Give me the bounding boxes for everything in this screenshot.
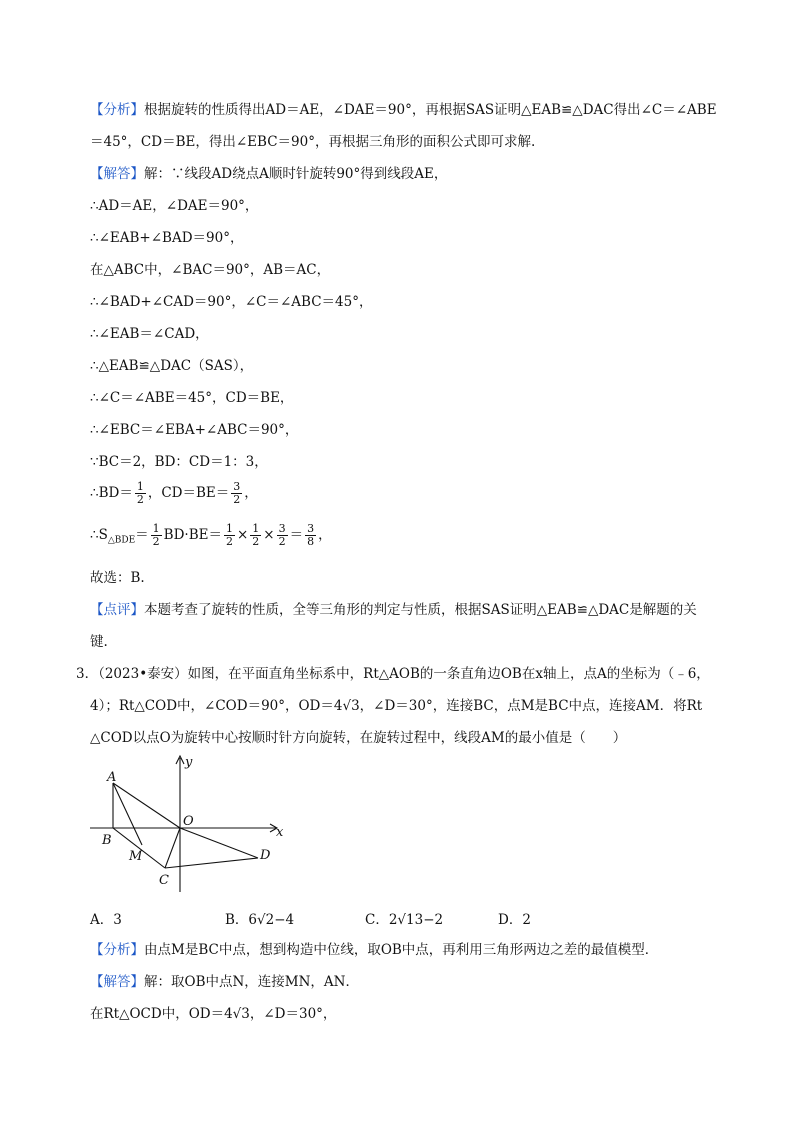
- answer-line-8: ∴∠C＝∠ABE＝45°，CD＝BE，: [90, 390, 294, 406]
- fraction-three-halves: [231, 481, 242, 506]
- comment-line-1: [90, 601, 697, 619]
- frac-num: 1: [252, 522, 260, 535]
- comment-tag: 【点评】: [90, 602, 144, 618]
- bd-mid: ，CD＝BE＝: [147, 485, 230, 501]
- analysis-line-2: ＝45°，CD＝BE，得出∠EBC＝90°，再根据三角形的面积公式即可求解.: [90, 134, 536, 150]
- area-line: [90, 522, 332, 554]
- eq: ＝: [135, 527, 149, 543]
- answer-text-1: 解：∵线段AD绕点A顺时针旋转90°得到线段AE，: [144, 166, 448, 182]
- comment-line-2: 键.: [90, 634, 108, 650]
- bd-be: BD·BE＝: [163, 527, 222, 543]
- option-a: A．3: [90, 912, 122, 928]
- frac-den: 2: [136, 493, 144, 506]
- answer-line-7: ∴△EAB≌△DAC（SAS），: [90, 358, 254, 374]
- analysis3-line: [90, 941, 658, 959]
- option-d: D．2: [498, 912, 531, 928]
- answer-line-2: ∴AD＝AE，∠DAE＝90°，: [90, 198, 259, 214]
- answer-line-5: ∴∠BAD+∠CAD＝90°，∠C＝∠ABC＝45°，: [90, 294, 373, 310]
- frac-den: 2: [225, 535, 233, 548]
- label-x: x: [276, 825, 284, 840]
- option-b: B．6√2−4: [225, 912, 295, 928]
- answer-tag: 【解答】: [90, 166, 144, 182]
- fraction-half-c: [250, 523, 261, 548]
- answer-line-6: ∴∠EAB＝∠CAD，: [90, 326, 209, 342]
- fraction-half: [135, 481, 146, 506]
- frac-den: 2: [252, 535, 260, 548]
- fraction-three-eighths: [305, 523, 316, 548]
- answer3-line-1: [90, 973, 359, 991]
- frac-num: 1: [152, 522, 160, 535]
- label-O: O: [183, 814, 194, 829]
- eq: ＝: [289, 527, 304, 543]
- times: ×: [263, 527, 275, 543]
- answer-line-1: [90, 165, 447, 183]
- answer-line-9: ∴∠EBC＝∠EBA+∠ABC＝90°，: [90, 422, 299, 438]
- choice-line: 故选：B.: [90, 570, 145, 586]
- label-y: y: [185, 755, 193, 770]
- frac-den: 2: [233, 493, 241, 506]
- area-suffix: ，: [318, 527, 332, 543]
- analysis-text-1: 根据旋转的性质得出AD＝AE，∠DAE＝90°，再根据SAS证明△EAB≌△DAC得出∠C＝∠ABE: [144, 102, 717, 118]
- analysis-tag: 【分析】: [90, 102, 144, 118]
- frac-den: 2: [278, 535, 286, 548]
- comment-text-1: 本题考查了旋转的性质，全等三角形的判定与性质，根据SAS证明△EAB≌△DAC是解题的关: [144, 602, 697, 618]
- segment-OD: [180, 828, 258, 858]
- segment-OC: [165, 828, 180, 868]
- bd-line: [90, 480, 258, 506]
- frac-num: 1: [225, 522, 233, 535]
- question3-line-1: 3．（2023•泰安）如图，在平面直角坐标系中，Rt△AOB的一条直角边OB在x轴上，点A的坐标为（﹣6，: [76, 666, 710, 682]
- fraction-three-halves-b: [277, 523, 288, 548]
- label-B: B: [102, 833, 112, 848]
- answer-line-3: ∴∠EAB+∠BAD＝90°，: [90, 230, 244, 246]
- label-C: C: [159, 873, 169, 888]
- analysis3-tag: 【分析】: [90, 942, 144, 958]
- answer3-line-2: 在Rt△OCD中，OD＝4√3，∠D＝30°，: [90, 1006, 337, 1022]
- area-prefix: ∴S: [90, 527, 108, 543]
- bd-suffix: ，: [244, 485, 258, 501]
- frac-num: 1: [136, 480, 144, 493]
- segment-CD: [165, 858, 258, 868]
- frac-den: 8: [307, 535, 315, 548]
- area-subscript: △BDE: [107, 535, 136, 546]
- frac-num: 3: [307, 522, 315, 535]
- option-c: C．2√13−2: [365, 912, 444, 928]
- fraction-half-b: [224, 523, 235, 548]
- fraction-half-a: [151, 523, 162, 548]
- label-A: A: [107, 770, 117, 785]
- label-D: D: [260, 848, 271, 863]
- question3-line-3: △COD以点O为旋转中心按顺时针方向旋转，在旋转过程中，线段AM的最小值是（ ）: [90, 730, 627, 746]
- answer3-tag: 【解答】: [90, 974, 144, 990]
- coordinate-figure: [86, 752, 296, 898]
- frac-den: 2: [152, 535, 160, 548]
- frac-num: 3: [233, 480, 241, 493]
- analysis-line-1: [90, 101, 717, 119]
- label-M: M: [129, 849, 143, 864]
- frac-num: 3: [278, 522, 286, 535]
- analysis3-text: 由点M是BC中点，想到构造中位线，取OB中点，再利用三角形两边之差的最值模型．: [144, 942, 659, 958]
- answer-line-4: 在△ABC中，∠BAC＝90°，AB＝AC，: [90, 262, 331, 278]
- question3-line-2: 4）；Rt△COD中，∠COD＝90°，OD＝4√3，∠D＝30°，连接BC，点M是BC中点，连接AM．将Rt: [90, 698, 703, 714]
- answer-line-10: ∵BC＝2，BD：CD＝1：3，: [90, 454, 268, 470]
- times: ×: [236, 527, 249, 543]
- bd-prefix: ∴BD＝: [90, 485, 133, 501]
- answer3-text-1: 解：取OB中点N，连接MN，AN．: [144, 974, 359, 990]
